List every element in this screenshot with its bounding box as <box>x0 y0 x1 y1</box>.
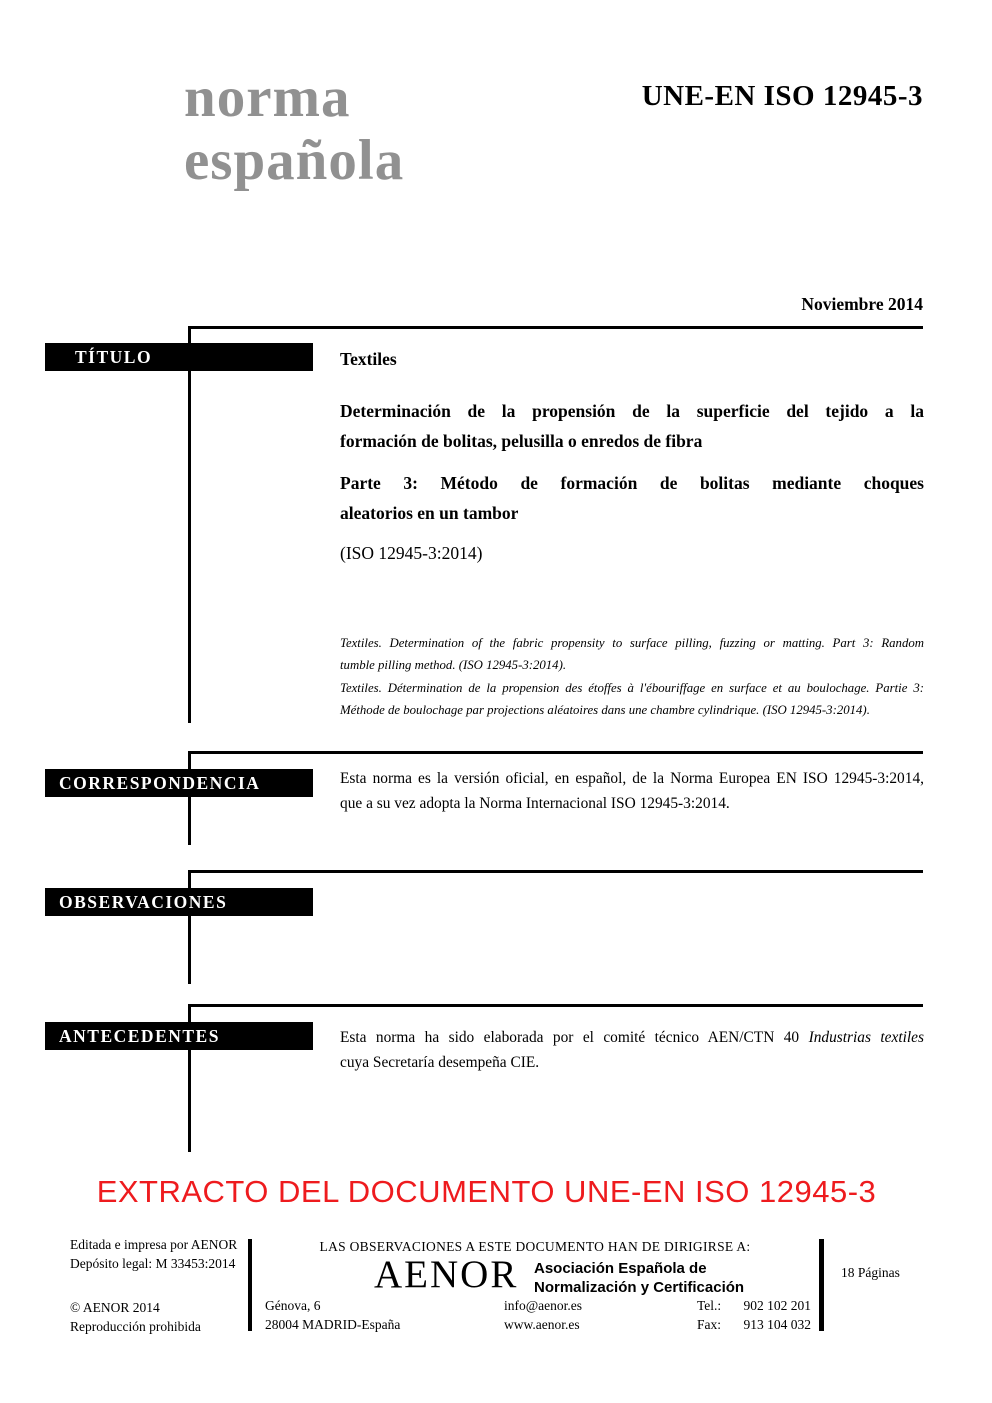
title-part-line1: Parte 3: Método de formación de bolitas mediante choques <box>340 473 924 493</box>
extract-banner: EXTRACTO DEL DOCUMENTO UNE-EN ISO 12945-3 <box>96 1174 877 1209</box>
footer-contact-block <box>504 1297 582 1334</box>
antecedentes-label: ANTECEDENTES <box>59 1026 220 1046</box>
footer-tel-label: Tel.: <box>697 1298 722 1313</box>
correspondencia-left-rule <box>188 751 191 845</box>
correspondencia-line1: Esta norma es la versión oficial, en español, de la Norma Europea EN ISO 12945-3:2014, <box>340 770 924 787</box>
title-french-line2: Méthode de boulochage par projections aléatoires dans une chambre cylindrique. (ISO 12945-3:2014). <box>340 702 870 717</box>
footer-observations-notice: LAS OBSERVACIONES A ESTE DOCUMENTO HAN DE DIRIGIRSE A: <box>319 1239 751 1254</box>
correspondencia-text <box>340 766 924 816</box>
antecedentes-line1-italic: Industrias textiles <box>808 1029 924 1046</box>
footer-address-line2: 28004 MADRID-España <box>265 1316 401 1332</box>
title-part-line2: aleatorios en un tambor <box>340 503 519 523</box>
observaciones-top-rule <box>188 870 923 873</box>
subject-text: Textiles <box>340 349 397 369</box>
footer-legal-deposit: Depósito legal: M 33453:2014 <box>70 1255 236 1271</box>
antecedentes-line1-regular: Esta norma ha sido elaborada por el comité técnico AEN/CTN 40 <box>340 1029 809 1046</box>
footer-fax-number: 913 104 032 <box>743 1316 811 1332</box>
title-french <box>340 678 924 721</box>
title-french-line1: Textiles. Détermination de la propension des étoffes à l'ébouriffage en surface et au boulochage. Partie 3: <box>340 681 924 695</box>
footer-tel-number: 902 102 201 <box>743 1298 811 1313</box>
footer-copyright: © AENOR 2014 <box>70 1300 160 1315</box>
title-english-line2: tumble pilling method. (ISO 12945-3:2014). <box>340 657 567 672</box>
title-spanish <box>340 396 924 456</box>
footer-publisher-block <box>70 1236 237 1273</box>
correspondencia-top-rule <box>188 751 923 754</box>
antecedentes-line1 <box>340 1025 924 1050</box>
title-english <box>340 633 924 676</box>
footer-page-count: 18 Páginas <box>841 1265 900 1280</box>
footer-tel-row <box>697 1297 811 1316</box>
footer-telfax-block <box>697 1297 811 1334</box>
title-part <box>340 468 924 528</box>
footer-website[interactable]: www.aenor.es <box>504 1316 580 1332</box>
footer-email[interactable]: info@aenor.es <box>504 1298 583 1313</box>
footer-address-block <box>265 1297 400 1334</box>
titulo-left-rule <box>188 326 191 723</box>
observaciones-label: OBSERVACIONES <box>59 892 228 912</box>
norma-espanola-logo <box>184 66 404 192</box>
logo-word-espanola: española <box>184 129 405 192</box>
footer-copyright-block <box>70 1299 201 1336</box>
titulo-label: TÍTULO <box>75 347 153 367</box>
titulo-label-bar <box>45 343 313 371</box>
observaciones-label-bar <box>45 888 313 916</box>
footer-published-by: Editada e impresa por AENOR <box>70 1237 238 1252</box>
title-spanish-line2: formación de bolitas, pelusilla o enredos de fibra <box>340 431 703 451</box>
footer-address-line1: Génova, 6 <box>265 1298 321 1313</box>
footer-divider-right <box>819 1239 824 1331</box>
aenor-logo: AENOR <box>374 1253 519 1296</box>
antecedentes-line2: cuya Secretaría desempeña CIE. <box>340 1054 540 1071</box>
correspondencia-line2: que a su vez adopta la Norma Internacional ISO 12945-3:2014. <box>340 795 730 812</box>
correspondencia-label: CORRESPONDENCIA <box>59 773 261 793</box>
footer-fax-row <box>697 1316 811 1335</box>
iso-reference: (ISO 12945-3:2014) <box>340 543 483 563</box>
antecedentes-text <box>340 1025 924 1075</box>
titulo-top-rule <box>188 326 923 329</box>
correspondencia-label-bar <box>45 769 313 797</box>
aenor-name-line2: Normalización y Certificación <box>534 1279 745 1296</box>
title-spanish-line1: Determinación de la propensión de la superficie del tejido a la <box>340 401 924 421</box>
antecedentes-top-rule <box>188 1004 923 1007</box>
aenor-name-line1: Asociación Española de <box>534 1260 707 1277</box>
footer-reproduction: Reproducción prohibida <box>70 1318 201 1334</box>
document-code: UNE-EN ISO 12945-3 <box>641 80 923 112</box>
publication-date: Noviembre 2014 <box>801 294 923 314</box>
aenor-full-name <box>534 1259 744 1297</box>
footer-fax-label: Fax: <box>697 1316 722 1332</box>
title-english-line1: Textiles. Determination of the fabric propensity to surface pilling, fuzzing or matting. Part 3: Random <box>340 636 924 650</box>
antecedentes-label-bar <box>45 1022 313 1050</box>
logo-word-norma: norma <box>184 66 351 129</box>
